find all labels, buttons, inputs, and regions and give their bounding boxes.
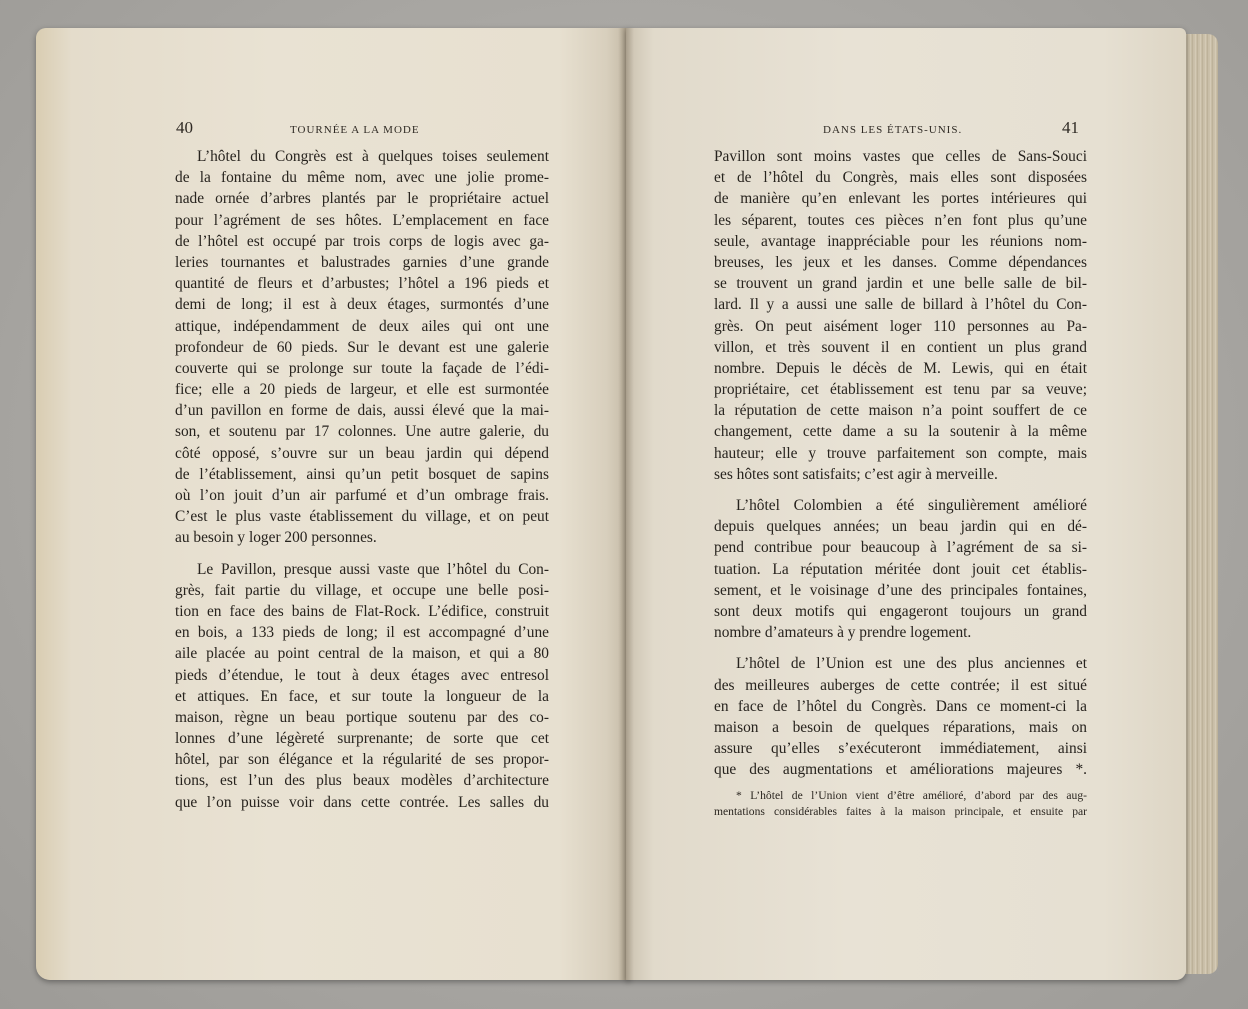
text-line: ses hôtes sont satisfaits; c’est agir à merveille. bbox=[714, 465, 998, 483]
text-line: aile placée au point central de la maison, et qui a 80 bbox=[175, 645, 549, 663]
text-line: où l’on jouit d’un air parfumé et d’un ombrage frais. bbox=[175, 487, 549, 504]
text-line: sement, et le voisinage d’une des principales fontaines, bbox=[714, 581, 1087, 599]
text-line: L’hôtel du Congrès est à quelques toises seulement bbox=[197, 148, 549, 165]
text-line: grès. On peut aisément loger 110 personnes au Pa- bbox=[714, 317, 1087, 335]
text-line: que des augmentations et améliorations majeures *. bbox=[714, 761, 1087, 779]
text-line: nade ornée d’arbres plantés par le propriétaire actuel bbox=[175, 190, 549, 208]
text-line: changement, cette dame a su la soutenir à la même bbox=[714, 423, 1087, 441]
text-line: que l’on puisse voir dans cette contrée. Les salles du bbox=[175, 793, 549, 811]
text-line: pieds d’étendue, le tout à deux étages avec entresol bbox=[175, 666, 549, 684]
text-line: de l’établissement, ainsi qu’un petit bosquet de sapins bbox=[175, 465, 549, 483]
footnote bbox=[714, 788, 1087, 820]
text-line: lonnes d’une légèreté surprenante; de sorte que cet bbox=[175, 730, 549, 748]
text-line: attique, indépendamment de deux ailes qui ont une bbox=[175, 317, 549, 335]
text-line: couverte qui se prolonge sur toute la façade de l’édi- bbox=[175, 359, 549, 377]
text-line: leries tournantes et balustrades garnies d’une grande bbox=[175, 253, 549, 271]
text-line: hauteur; elle y trouve parfaitement son compte, mais bbox=[714, 444, 1087, 462]
text-line: d’un pavillon en forme de dais, aussi élevé que la mai- bbox=[175, 402, 549, 420]
text-line: breuses, les jeux et les danses. Comme dépendances bbox=[714, 253, 1087, 271]
text-line: et attiques. En face, et sur toute la longueur de la bbox=[175, 687, 549, 705]
left-page-number: 40 bbox=[176, 118, 193, 137]
paragraph-hotel-union bbox=[714, 653, 1087, 780]
text-line: de manière qu’en enlevant les portes intérieures qui bbox=[714, 190, 1087, 208]
text-line: côté opposé, s’ouvre sur un beau jardin qui dépend bbox=[175, 444, 549, 462]
text-line: tion en face des bains de Flat-Rock. L’édifice, construit bbox=[175, 602, 549, 620]
text-line: en face de l’hôtel du Congrès. Dans ce moment-ci la bbox=[714, 697, 1087, 715]
text-line: hôtel, par son élégance et la régularité de ses propor- bbox=[175, 751, 549, 769]
book-spine bbox=[618, 28, 634, 980]
text-line: L’hôtel de l’Union est une des plus anciennes et bbox=[736, 655, 1087, 673]
right-page-number: 41 bbox=[1062, 118, 1079, 137]
text-line: villon, et très souvent il en contient un plus grand bbox=[714, 338, 1087, 356]
text-line: tions, est l’un des plus beaux modèles d’architecture bbox=[175, 772, 549, 790]
text-line: de la fontaine du même nom, avec une jolie prome- bbox=[175, 169, 549, 187]
text-line: nombre d’amateurs à y prendre logement. bbox=[714, 624, 972, 642]
left-text-block bbox=[175, 146, 549, 813]
text-line: les séparent, toutes ces pièces n’en font plus qu’une bbox=[714, 211, 1087, 229]
text-line: demi de long; il est à deux étages, surmontés d’une bbox=[175, 296, 549, 314]
text-line: nombre. Depuis le décès de M. Lewis, qui en était bbox=[714, 359, 1087, 377]
paragraph-gap bbox=[714, 485, 1087, 495]
text-line: profondeur de 60 pieds. Sur le devant est une galerie bbox=[175, 338, 549, 356]
right-running-head: DANS LES ÉTATS-UNIS. bbox=[823, 124, 963, 136]
text-line: grès, fait partie du village, et occupe une belle posi- bbox=[175, 581, 549, 599]
text-line: la réputation de cette maison n’a point souffert de ce bbox=[714, 402, 1087, 420]
text-line: Pavillon sont moins vastes que celles de Sans-Souci bbox=[714, 148, 1087, 165]
text-line: L’hôtel Colombien a été singulièrement amélioré bbox=[736, 497, 1087, 514]
text-line: Le Pavillon, presque aussi vaste que l’hôtel du Con- bbox=[197, 560, 549, 578]
left-running-head: TOURNÉE A LA MODE bbox=[290, 124, 420, 136]
text-line: des meilleures auberges de cette contrée; il est situé bbox=[714, 676, 1087, 694]
text-line: maison, règne un beau portique soutenu par des co- bbox=[175, 708, 549, 726]
paragraph-gap bbox=[175, 549, 549, 559]
text-line: pend contribue pour beaucoup à l’agrément de sa si- bbox=[714, 539, 1087, 557]
text-line: et de l’hôtel du Congrès, mais elles sont disposées bbox=[714, 169, 1087, 187]
text-line: lard. Il y a aussi une salle de billard à l’hôtel du Con- bbox=[714, 296, 1087, 314]
text-line: assure qu’elles s’exécuteront immédiatement, ainsi bbox=[714, 740, 1087, 758]
text-line: quantité de fleurs et d’arbustes; l’hôtel a 196 pieds et bbox=[175, 275, 549, 293]
text-line: se trouvent un grand jardin et une belle salle de bil- bbox=[714, 275, 1087, 293]
footnote-line: mentations considérables faites à la maison principale, et ensuite par bbox=[714, 805, 1087, 819]
text-line: en bois, a 133 pieds de long; il est accompagné d’une bbox=[175, 624, 549, 642]
text-line: pour l’agrément de ses hôtes. L’emplacement en face bbox=[175, 211, 549, 229]
text-line: depuis quelques années; un beau jardin qui en dé- bbox=[714, 518, 1087, 536]
text-line: sont deux motifs qui engageront toujours un grand bbox=[714, 602, 1087, 620]
text-line: propriétaire, cet établissement est tenu par sa veuve; bbox=[714, 381, 1087, 399]
text-line: C’est le plus vaste établissement du village, et on peut bbox=[175, 508, 549, 526]
text-line: au besoin y loger 200 personnes. bbox=[175, 529, 377, 547]
text-line: fice; elle a 20 pieds de largeur, et elle est surmontée bbox=[175, 381, 549, 399]
text-line: tuation. La réputation méritée dont jouit cet établis- bbox=[714, 560, 1087, 578]
text-line: seule, avantage inappréciable pour les réunions nom- bbox=[714, 232, 1087, 250]
page-edges bbox=[1184, 34, 1218, 974]
text-line: son, et soutenu par 17 colonnes. Une autre galerie, du bbox=[175, 423, 549, 441]
paragraph-pavillon-continued bbox=[714, 146, 1087, 485]
paragraph-hotel-colombien bbox=[714, 495, 1087, 643]
footnote-gap bbox=[714, 780, 1087, 788]
right-text-block bbox=[714, 146, 1087, 820]
paragraph-gap bbox=[714, 643, 1087, 653]
paragraph-pavillon bbox=[175, 559, 549, 813]
paragraph-hotel-congres bbox=[175, 146, 549, 549]
text-line: maison a besoin de quelques réparations, mais on bbox=[714, 718, 1087, 736]
footnote-line: * L’hôtel de l’Union vient d’être amélioré, d’abord par des aug- bbox=[736, 789, 1087, 803]
text-line: de l’hôtel est occupé par trois corps de logis avec ga- bbox=[175, 232, 549, 250]
